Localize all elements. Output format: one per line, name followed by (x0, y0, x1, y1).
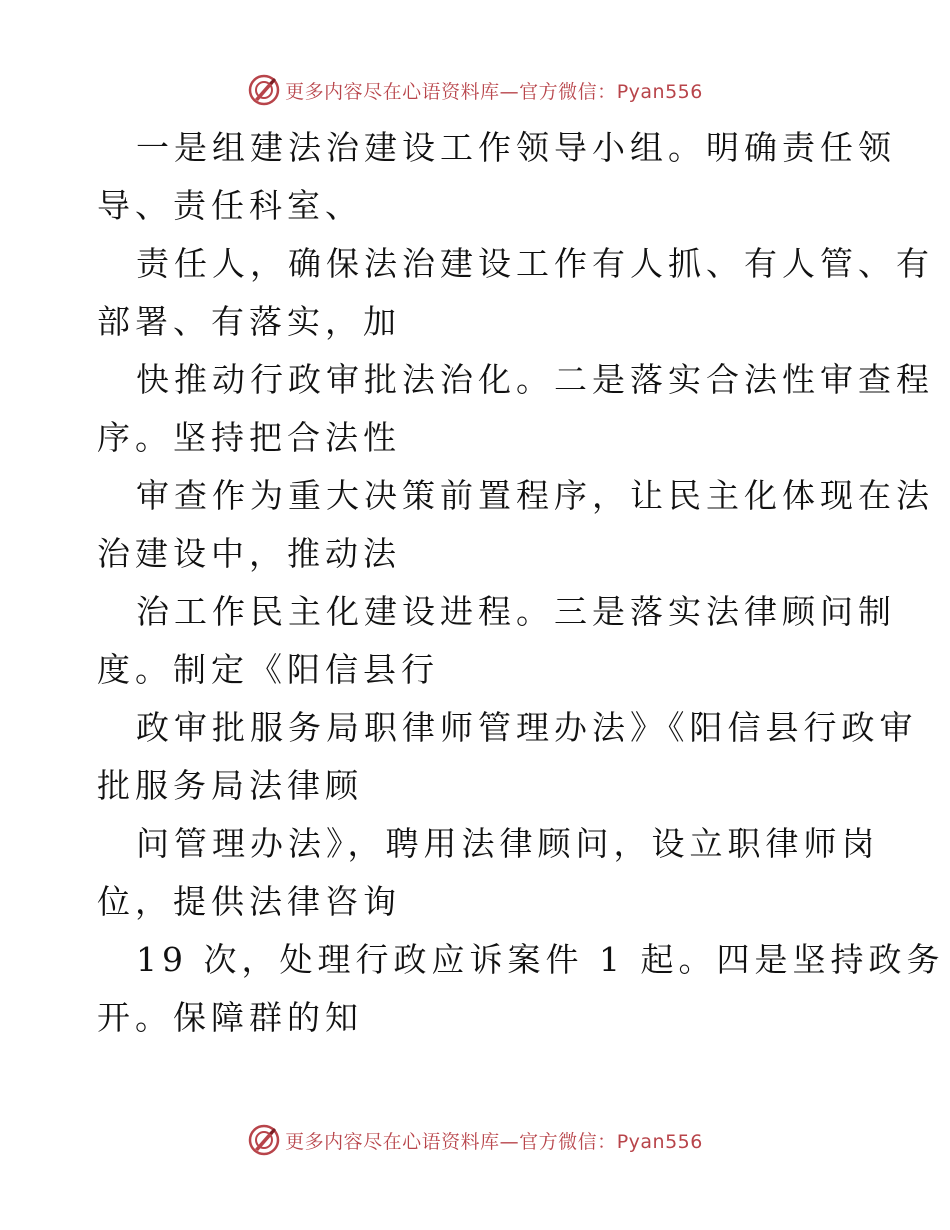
body-line: 导、责任科室、 (97, 186, 363, 225)
banner-site-text: 更多内容尽在心语资料库 (285, 80, 500, 103)
body-line: 责任人，确保法治建设工作有人抓、有人管、有 (136, 244, 934, 283)
body-line: 批服务局法律顾 (97, 766, 363, 805)
banner-site-text: 更多内容尽在心语资料库 (285, 1130, 500, 1153)
body-line: 度。制定《阳信县行 (97, 650, 439, 689)
banner-wechat-id: Pyan556 (616, 1130, 703, 1153)
banner-separator: — (499, 80, 520, 103)
footer-banner (0, 1118, 950, 1162)
banner-text (285, 1127, 703, 1154)
logo-icon (247, 1123, 281, 1157)
body-line: 序。坚持把合法性 (97, 418, 401, 457)
body-line: 位，提供法律咨询 (97, 882, 401, 921)
banner-wechat-id: Pyan556 (616, 80, 703, 103)
header-banner (0, 68, 950, 112)
banner-wechat-label: 官方微信： (519, 80, 617, 103)
banner-text (285, 77, 703, 104)
logo-icon (247, 73, 281, 107)
body-line: 一是组建法治建设工作领导小组。明确责任领 (136, 128, 896, 167)
body-line: 审查作为重大决策前置程序，让民主化体现在法 (136, 476, 934, 515)
banner-wechat-label: 官方微信： (519, 1130, 617, 1153)
body-line: 开。保障群的知 (97, 998, 363, 1037)
body-line: 部署、有落实，加 (97, 302, 401, 341)
body-line: 政审批服务局职律师管理办法》《阳信县行政审 (136, 708, 918, 747)
body-line: 快推动行政审批法治化。二是落实合法性审查程 (136, 360, 934, 399)
banner-separator: — (499, 1130, 520, 1153)
body-line: 治建设中，推动法 (97, 534, 401, 573)
body-line: 问管理办法》，聘用法律顾问，设立职律师岗 (136, 824, 880, 863)
body-line: 19 次，处理行政应诉案件 1 起。四是坚持政务 (136, 940, 945, 979)
body-line: 治工作民主化建设进程。三是落实法律顾问制 (136, 592, 896, 631)
